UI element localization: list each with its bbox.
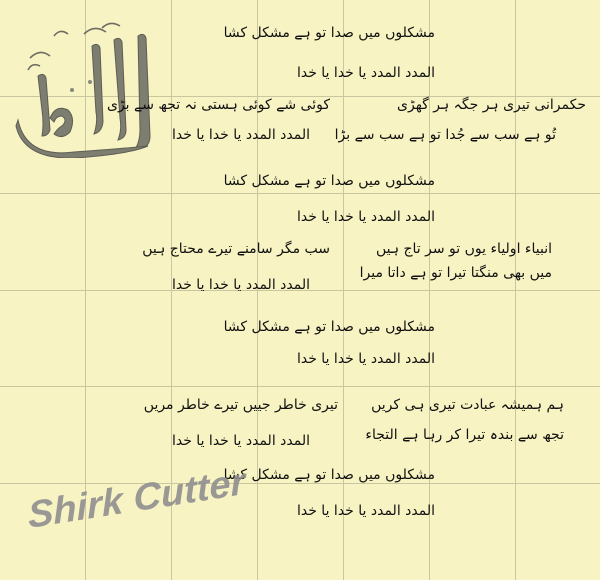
stanza3-left-line-1: تیری خاطر جییں تیرے خاطر مریں [143,397,338,413]
grid-line [0,193,600,194]
chorus-line-1: مشکلوں میں صدا تو ہے مشکل کشا [223,467,435,483]
chorus-line-2: المدد المدد یا خدا یا خدا [296,503,435,519]
chorus-line-2: المدد المدد یا خدا یا خدا [296,351,435,367]
stanza1-left-line-2: المدد المدد یا خدا یا خدا [171,127,310,143]
stanza1-right-line-1: حکمرانی تیری ہر جگہ ہر گھڑی [397,97,586,113]
allah-calligraphy-logo [10,18,162,158]
grid-line [0,386,600,387]
chorus-line-1: مشکلوں میں صدا تو ہے مشکل کشا [223,25,435,41]
chorus-line-1: مشکلوں میں صدا تو ہے مشکل کشا [223,173,435,189]
stanza2-right-line-1: انبیاء اولیاء یوں تو سر تاج ہیں [375,241,552,257]
chorus-line-1: مشکلوں میں صدا تو ہے مشکل کشا [223,319,435,335]
chorus-line-2: المدد المدد یا خدا یا خدا [296,209,435,225]
stanza2-right-line-2: میں بھی منگتا تیرا تو ہے داتا میرا [359,265,552,281]
stanza2-left-line-2: المدد المدد یا خدا یا خدا [171,277,310,293]
shirk-cutter-watermark: Shirk Cutter [27,461,247,537]
stanza1-right-line-2: تُو ہے سب سے جُدا تو ہے سب سے بڑا [334,127,556,143]
chorus-line-2: المدد المدد یا خدا یا خدا [296,65,435,81]
stanza2-left-line-1: سب مگر سامنے تیرے محتاج ہیں [142,241,330,257]
stanza3-left-line-2: المدد المدد یا خدا یا خدا [171,433,310,449]
stanza3-right-line-2: تجھ سے بندہ تیرا کر رہا ہے التجاء [365,427,564,443]
stanza3-right-line-1: ہم ہمیشہ عبادت تیری ہی کریں [371,397,564,413]
stanza1-left-line-1: کوئی شے کوئی ہستی نہ تجھ سے بڑی [107,97,330,113]
